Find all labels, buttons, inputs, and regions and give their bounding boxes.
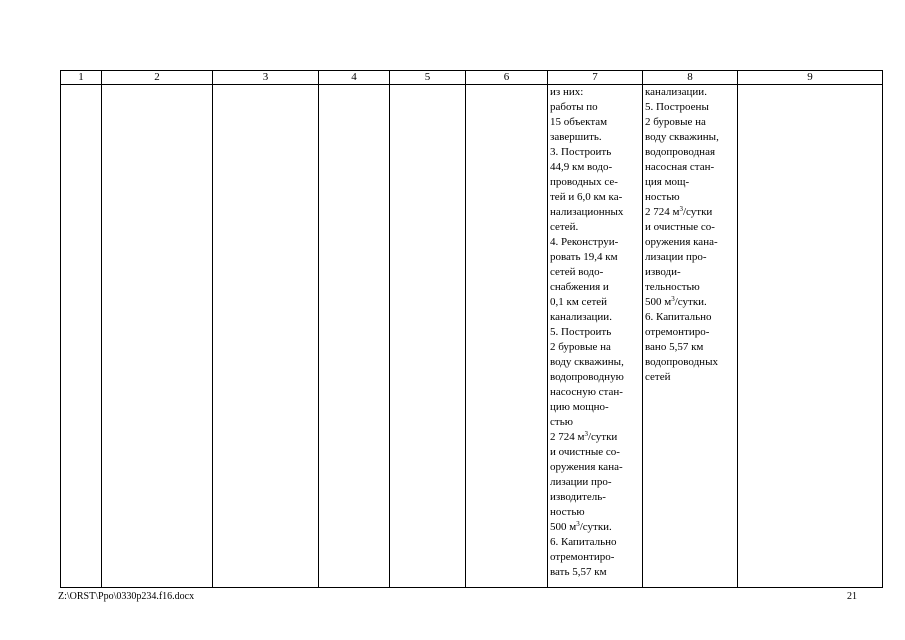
- cell-text-line: отремонтиро-: [550, 551, 615, 563]
- body-row: [61, 85, 883, 588]
- cell-text-line: водопроводную: [550, 371, 624, 383]
- superscript: 3: [576, 520, 580, 528]
- cell-text-line: отремонтиро-: [645, 326, 710, 338]
- cell-text-line: водопроводных: [645, 356, 718, 368]
- cell-text-line: 15 объектам: [550, 116, 608, 128]
- cell-text-line: сетей водо-: [550, 266, 604, 278]
- cell-text-line: 44,9 км водо-: [550, 161, 613, 173]
- column-header-8: 8: [643, 71, 738, 85]
- cell-col-2: [102, 85, 213, 588]
- document-table: [60, 70, 883, 588]
- cell-text-line: 2 буровые на: [645, 116, 706, 128]
- cell-text-line: цию мощно-: [550, 401, 609, 413]
- cell-text-line: работы по: [550, 101, 598, 113]
- cell-text-line: воду скважины,: [550, 356, 624, 368]
- column-header-1: 1: [61, 71, 102, 85]
- column-header-2: 2: [102, 71, 213, 85]
- cell-text-line: снабжения и: [550, 281, 609, 293]
- column-header-6: 6: [466, 71, 548, 85]
- column-header-4: 4: [319, 71, 390, 85]
- cell-text-line: 4. Реконструи-: [550, 236, 619, 248]
- header-row: [61, 71, 883, 85]
- cell-text-line: из них:: [550, 86, 584, 98]
- cell-text-line: 500 $м^3$/сутки.: [550, 520, 612, 533]
- cell-text-line: 6. Капитально: [645, 311, 712, 323]
- cell-text-line: 6. Капитально: [550, 536, 617, 548]
- cell-text-line: 0,1 км сетей: [550, 296, 608, 308]
- cell-col-8: [643, 85, 738, 588]
- column-header-3: 3: [213, 71, 319, 85]
- cell-text-line: воду скважины,: [645, 131, 719, 143]
- cell-text-line: водопроводная: [645, 146, 716, 158]
- cell-text-line: 2 724 $м^3$/сутки: [550, 430, 618, 443]
- cell-text-line: 2 724 $м^3$/сутки: [645, 205, 713, 218]
- cell-text-line: 2 буровые на: [550, 341, 611, 353]
- cell-text-line: ция мощ-: [645, 176, 690, 188]
- cell-text-line: канализации.: [645, 86, 707, 98]
- cell-col-7: [548, 85, 643, 588]
- superscript: 3: [671, 295, 675, 303]
- cell-text-line: вать 5,57 км: [550, 566, 607, 578]
- cell-text-line: ровать 19,4 км: [550, 251, 618, 263]
- cell-text-line: 5. Построить: [550, 326, 612, 338]
- cell-col-4: [319, 85, 390, 588]
- cell-col-9: [738, 85, 883, 588]
- cell-text-line: ностью: [645, 191, 680, 203]
- cell-text-line: стью: [550, 416, 573, 428]
- cell-text-line: проводных се-: [550, 176, 618, 188]
- cell-text-line: 3. Построить: [550, 146, 612, 158]
- cell-text-line: сетей: [645, 371, 671, 383]
- cell-text-line: изводитель-: [550, 491, 606, 503]
- cell-text-line: 5. Построены: [645, 101, 709, 113]
- page-number: 21: [847, 591, 857, 602]
- cell-text-line: оружения кана-: [645, 236, 718, 248]
- cell-text-line: лизации про-: [645, 251, 707, 263]
- column-header-7: 7: [548, 71, 643, 85]
- cell-text-line: тельностью: [645, 281, 700, 293]
- cell-text-line: вано 5,57 км: [645, 341, 704, 353]
- cell-col-1: [61, 85, 102, 588]
- cell-text-line: завершить.: [550, 131, 602, 143]
- column-header-9: 9: [738, 71, 883, 85]
- superscript: 3: [584, 430, 588, 438]
- cell-text-line: и очистные со-: [550, 446, 620, 458]
- cell-col-3: [213, 85, 319, 588]
- cell-text-line: лизации про-: [550, 476, 612, 488]
- cell-text-line: насосная стан-: [645, 161, 715, 173]
- cell-text-line: и очистные со-: [645, 221, 715, 233]
- column-header-5: 5: [390, 71, 466, 85]
- cell-text-line: изводи-: [645, 266, 681, 278]
- cell-text-line: тей и 6,0 км ка-: [550, 191, 623, 203]
- cell-text-line: сетей.: [550, 221, 579, 233]
- cell-text-line: ностью: [550, 506, 585, 518]
- cell-text-line: нализационных: [550, 206, 624, 218]
- cell-col-6: [466, 85, 548, 588]
- superscript: 3: [679, 205, 683, 213]
- footer-file-path: Z:\ORST\Ppo\0330p234.f16.docx: [58, 591, 195, 602]
- cell-text-line: 500 $м^3$/сутки.: [645, 295, 707, 308]
- cell-text-line: канализации.: [550, 311, 612, 323]
- cell-col-5: [390, 85, 466, 588]
- cell-text-line: насосную стан-: [550, 386, 623, 398]
- cell-text-line: оружения кана-: [550, 461, 623, 473]
